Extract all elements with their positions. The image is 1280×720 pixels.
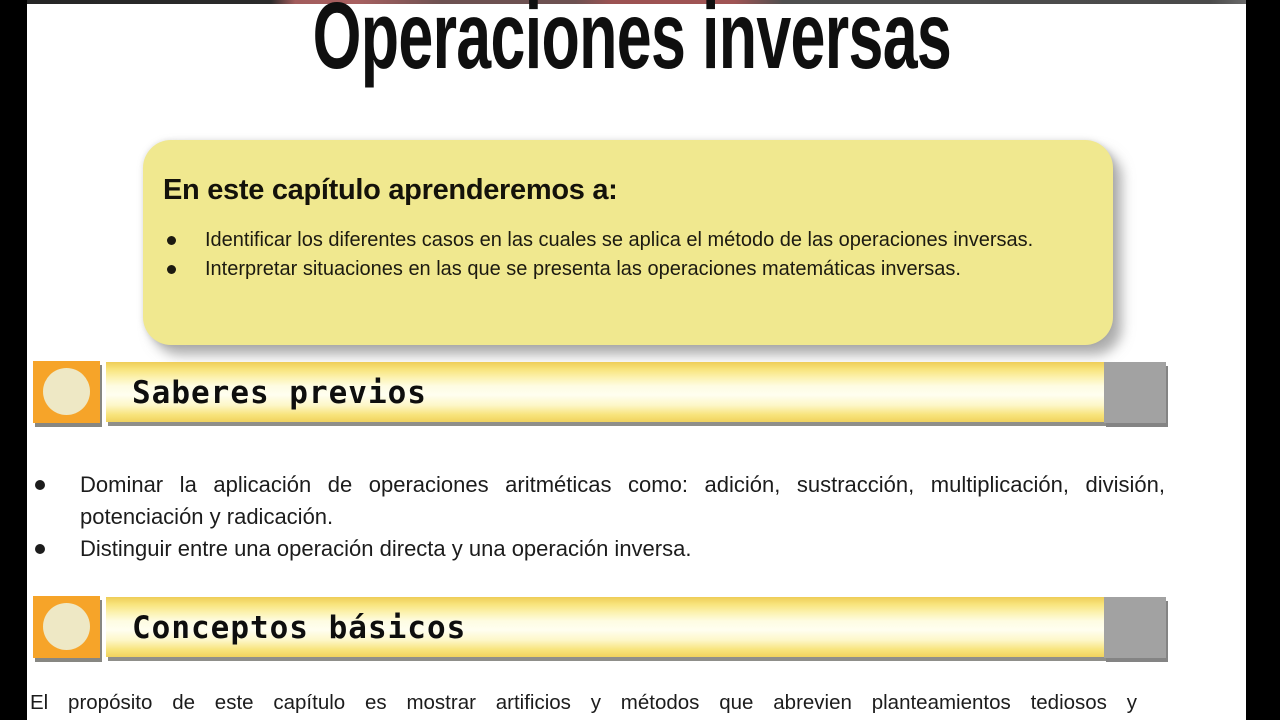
circle-icon xyxy=(43,368,90,415)
bullet-dot-icon xyxy=(167,236,176,245)
list-item xyxy=(27,533,1167,565)
intro-box xyxy=(143,140,1113,345)
intro-bullet-list xyxy=(163,226,1098,284)
intro-box-heading: En este capítulo aprenderemos a: xyxy=(163,174,618,206)
bullet-text: Distinguir entre una operación directa y una operación inversa. xyxy=(80,536,692,561)
bullet-dot-icon xyxy=(167,265,176,274)
section-header-saberes-previos xyxy=(33,361,1166,427)
section-icon-square xyxy=(33,596,100,658)
bullet-dot-icon xyxy=(35,544,45,554)
circle-icon xyxy=(43,603,90,650)
saberes-previos-bullet-list xyxy=(27,469,1167,565)
bullet-dot-icon xyxy=(35,480,45,490)
section-title-bar xyxy=(106,362,1104,422)
bullet-text: Interpretar situaciones en las que se presenta las operaciones matemáticas inversas. xyxy=(205,258,961,280)
bullet-text: Identificar los diferentes casos en las cuales se aplica el método de las operaciones inversas. xyxy=(205,229,1034,251)
bullet-text: Dominar la aplicación de operaciones aritméticas como: adición, sustracción, multiplicación, división, potenciación y radicación. xyxy=(80,472,1165,529)
section-end-square xyxy=(1104,362,1166,423)
section-title-bar xyxy=(106,597,1104,657)
list-item xyxy=(163,255,1098,284)
letterbox-left xyxy=(0,0,27,720)
list-item xyxy=(163,226,1098,255)
page-title: Operaciones inversas xyxy=(312,0,952,89)
conceptos-basicos-paragraph: El propósito de este capítulo es mostrar artificios y métodos que abrevien planteamientos tediosos y xyxy=(30,691,1137,714)
section-title: Saberes previos xyxy=(132,375,427,411)
section-icon-square xyxy=(33,361,100,423)
list-item xyxy=(27,469,1167,533)
section-header-conceptos-basicos xyxy=(33,596,1166,662)
letterbox-right xyxy=(1246,0,1280,720)
section-title: Conceptos básicos xyxy=(132,610,467,646)
section-end-square xyxy=(1104,597,1166,658)
